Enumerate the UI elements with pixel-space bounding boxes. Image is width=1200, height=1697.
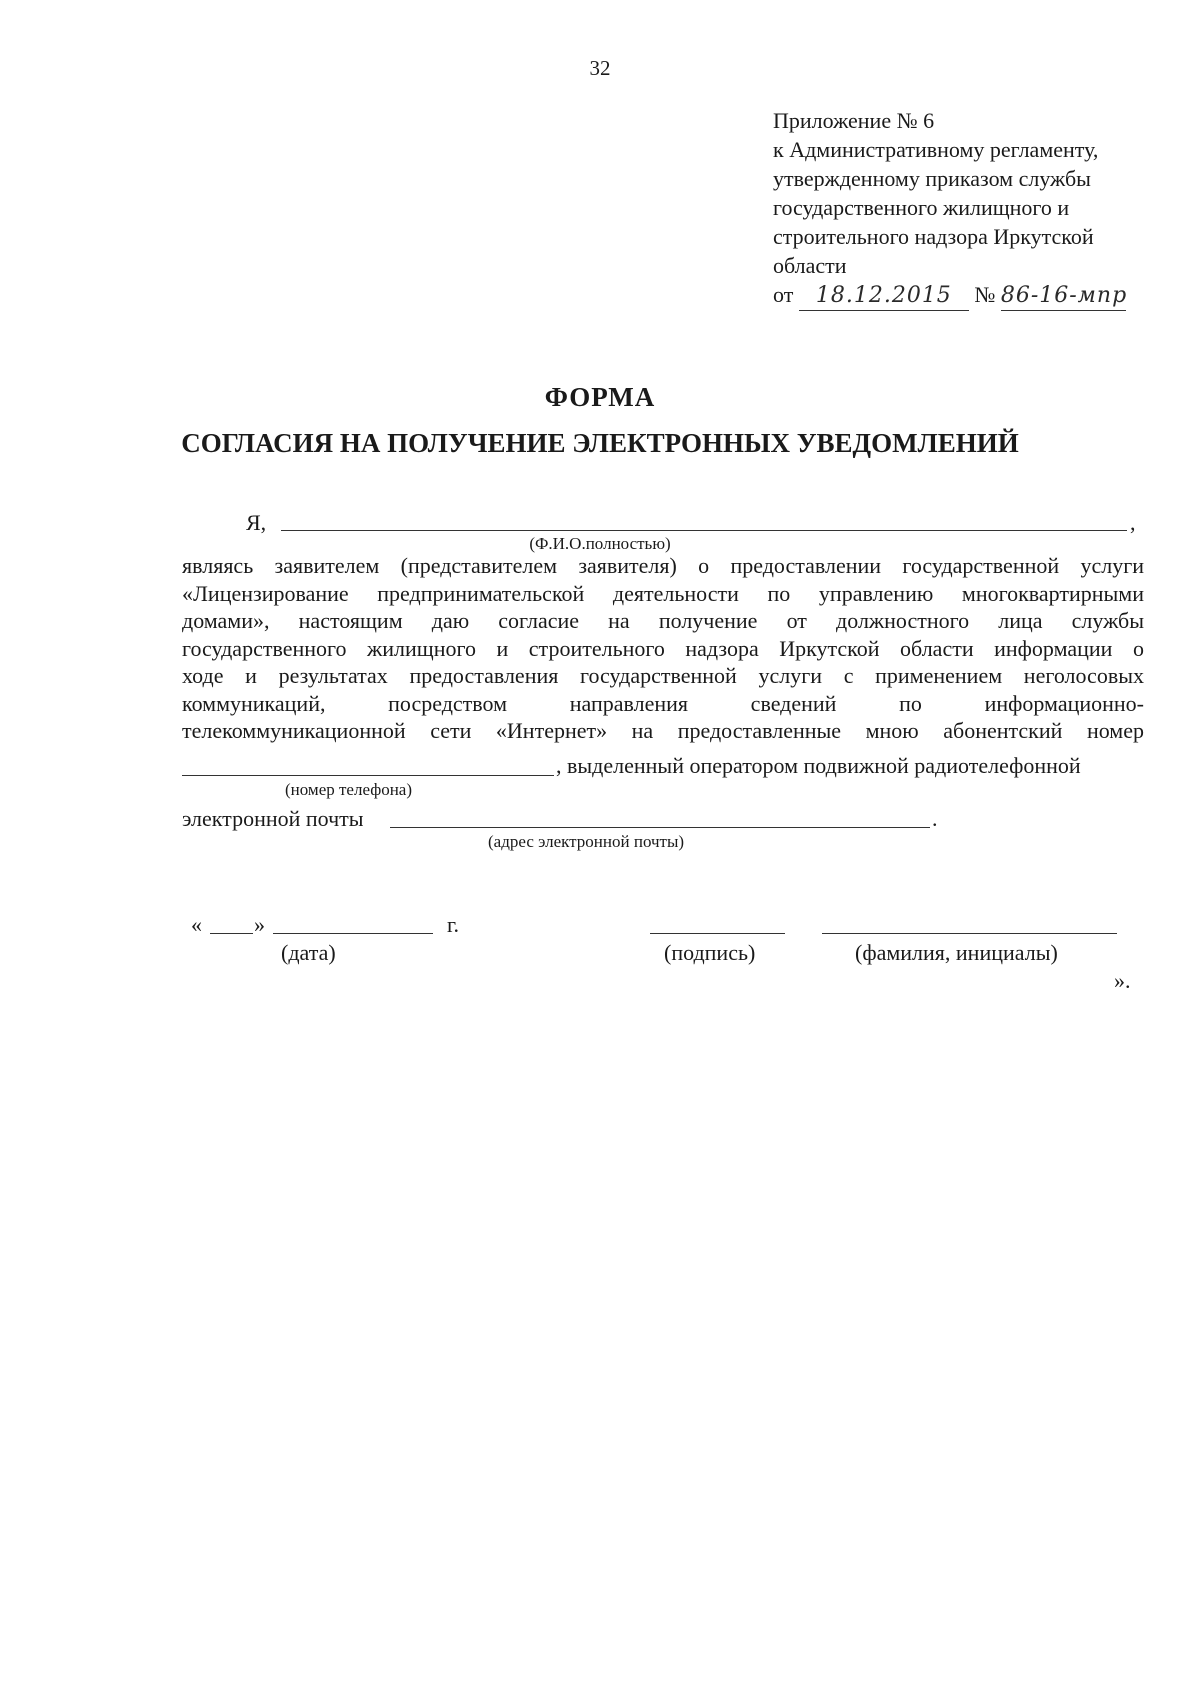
date-quote-open: «: [191, 912, 202, 937]
appendix-header: [773, 106, 1126, 312]
approval-number: 86-16-мпр: [1001, 281, 1126, 311]
closing-quote: ».: [1114, 968, 1131, 993]
email-prefix: электронной почты: [182, 806, 364, 831]
day-field[interactable]: [210, 933, 253, 934]
date-caption: (дата): [281, 940, 336, 965]
from-label: от: [773, 282, 794, 307]
body-line: ходе и результатах предоставления государственной услуги с применением неголосовых: [182, 663, 1144, 688]
name-prefix: Я,: [246, 510, 267, 535]
surname-initials-field[interactable]: [822, 933, 1117, 934]
full-name-field[interactable]: [281, 530, 1127, 531]
body-line: «Лицензирование предпринимательской деятельности по управлению многоквартирными: [182, 580, 1144, 606]
surname-initials-caption: (фамилия, инициалы): [855, 940, 1058, 965]
page-number: 32: [589, 56, 611, 80]
email-suffix: .: [932, 806, 938, 831]
appendix-line: области: [773, 253, 847, 278]
approval-date: 18.12.2015: [799, 281, 969, 311]
body-line: являясь заявителем (представителем заявителя) о предоставлении государственной услуги: [182, 553, 1144, 578]
appendix-line: Приложение № 6: [773, 108, 935, 133]
appendix-line: к Административному регламенту,: [773, 137, 1099, 162]
phone-caption: (номер телефона): [285, 780, 413, 799]
email-caption: (адрес электронной почты): [488, 832, 685, 851]
signature-field[interactable]: [650, 933, 785, 934]
phone-number-field[interactable]: [182, 775, 554, 776]
date-quote-close: »: [254, 912, 265, 937]
year-suffix: г.: [447, 912, 460, 937]
consent-body-text: [182, 552, 1144, 745]
appendix-line: утвержденному приказом службы: [773, 166, 1091, 191]
body-line: коммуникаций, посредством направления сведений по информационно-: [182, 690, 1144, 716]
signature-caption: (подпись): [664, 940, 756, 965]
phone-line-suffix: , выделенный оператором подвижной радиотелефонной: [556, 753, 1081, 778]
full-name-caption: (Ф.И.О.полностью): [529, 534, 671, 553]
body-line: государственного жилищного и строительного надзора Иркутской области информации о: [182, 635, 1144, 661]
body-line: домами», настоящим даю согласие на получение от должностного лица службы: [182, 608, 1144, 633]
appendix-line: строительного надзора Иркутской: [773, 224, 1094, 249]
form-subtitle: СОГЛАСИЯ НА ПОЛУЧЕНИЕ ЭЛЕКТРОННЫХ УВЕДОМЛЕНИЙ: [181, 428, 1019, 458]
email-field[interactable]: [390, 827, 930, 828]
body-line: телекоммуникационной сети «Интернет» на предоставленные мною абонентский номер: [182, 718, 1144, 743]
form-title: ФОРМА: [544, 382, 656, 412]
approval-line: [773, 280, 1126, 312]
appendix-line: государственного жилищного и: [773, 195, 1070, 220]
name-suffix: ,: [1130, 510, 1136, 535]
month-year-field[interactable]: [273, 933, 433, 934]
number-label: №: [974, 282, 996, 307]
